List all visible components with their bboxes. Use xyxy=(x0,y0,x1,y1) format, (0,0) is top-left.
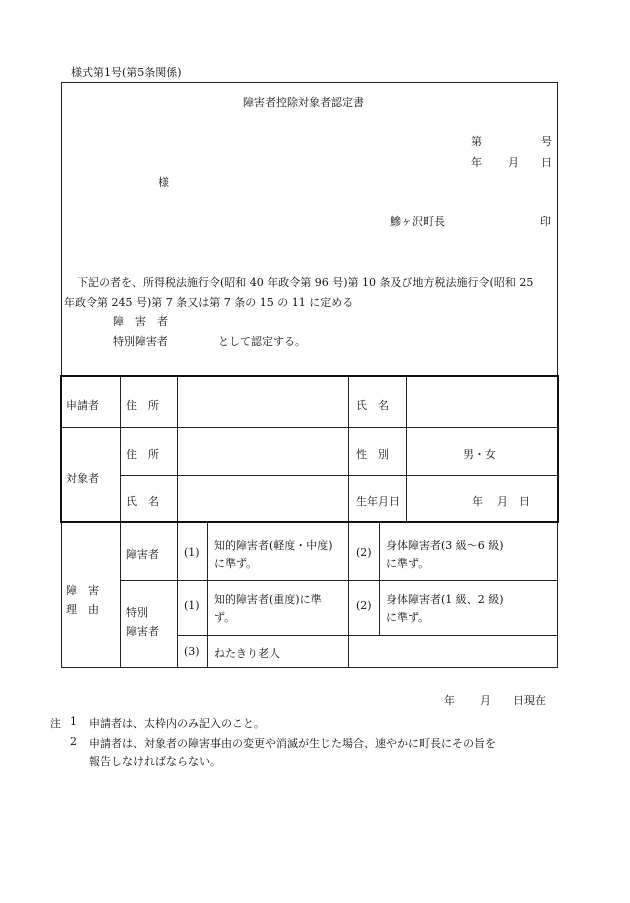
row1-num1: (1) xyxy=(184,546,200,559)
row2-cell2-line1: 身体障害者(1 級、2 級) xyxy=(386,593,504,606)
number-dai: 第 xyxy=(471,135,482,148)
row3-cell1: ねたきり老人 xyxy=(214,647,280,660)
row1-cell1-line1: 知的障害者(軽度・中度) xyxy=(214,539,333,552)
applicant-label: 申請者 xyxy=(66,399,99,412)
form-label: 様式第1号(第5条関係) xyxy=(71,66,182,79)
asof-hi: 日現在 xyxy=(513,694,546,707)
notes-label: 注 xyxy=(50,717,61,730)
certificate-frame xyxy=(61,82,558,376)
body-line-1: 下記の者を、所得税法施行令(昭和 40 年政令第 96 号)第 10 条及び地方税法施行令(昭和 25 xyxy=(77,276,534,289)
mayor-title: 鰺ヶ沢町長 xyxy=(390,215,445,228)
birth-hi: 日 xyxy=(519,495,530,508)
certification-text: として認定する。 xyxy=(218,335,306,348)
row1-cell2-line2: に準ず。 xyxy=(386,557,430,570)
row2-cell1-line2: ず。 xyxy=(214,611,236,624)
asof-nen: 年 xyxy=(444,694,455,707)
reason-label-b: 理 由 xyxy=(66,603,99,616)
birthdate-label: 生年月日 xyxy=(356,495,400,508)
row3-num: (3) xyxy=(184,645,200,658)
number-go: 号 xyxy=(541,135,552,148)
note2-text-line1: 申請者は、対象者の障害事由の変更や消滅が生じた場合、速やかに町長にその旨を xyxy=(89,737,496,750)
special-category-b: 障害者 xyxy=(126,625,159,638)
option-special-disabled: 特別障害者 xyxy=(113,335,168,348)
special-category-a: 特別 xyxy=(126,606,148,619)
gender-value: 男・女 xyxy=(463,448,496,461)
date-tsuki: 月 xyxy=(508,156,519,169)
row1-cell2-line1: 身体障害者(3 級～6 級) xyxy=(386,539,504,552)
note1-text: 申請者は、太枠内のみ記入のこと。 xyxy=(89,717,265,730)
birth-tsuki: 月 xyxy=(497,495,508,508)
row1-num2: (2) xyxy=(356,546,372,559)
row2-num2: (2) xyxy=(356,599,372,612)
option-disabled: 障 害 者 xyxy=(113,315,168,328)
target-name-label: 氏 名 xyxy=(126,495,159,508)
date-nen: 年 xyxy=(471,156,482,169)
reason-label-a: 障 害 xyxy=(66,584,99,597)
body-line-2: 年政令第 245 号)第 7 条又は第 7 条の 15 の 11 に定める xyxy=(64,296,354,309)
gender-label: 性 別 xyxy=(356,448,389,461)
recipient-sama: 様 xyxy=(158,176,169,189)
applicant-address-label: 住 所 xyxy=(126,399,159,412)
note2-text-line2: 報告しなければならない。 xyxy=(89,755,221,768)
row1-cell1-line2: に準ず。 xyxy=(214,557,258,570)
row2-cell2-line2: に準ず。 xyxy=(386,611,430,624)
target-label: 対象者 xyxy=(66,472,99,485)
row2-cell1-line1: 知的障害者(重度)に準 xyxy=(214,593,322,606)
applicant-name-label: 氏 名 xyxy=(356,399,389,412)
date-hi: 日 xyxy=(541,156,552,169)
asof-tsuki: 月 xyxy=(480,694,491,707)
target-address-label: 住 所 xyxy=(126,448,159,461)
row2-num1: (1) xyxy=(184,599,200,612)
note2-number: 2 xyxy=(70,735,77,748)
note1-number: 1 xyxy=(70,715,77,728)
seal-mark: 印 xyxy=(540,215,551,228)
birth-nen: 年 xyxy=(472,495,483,508)
disabled-category: 障害者 xyxy=(126,548,159,561)
certificate-title: 障害者控除対象者認定書 xyxy=(243,96,364,109)
